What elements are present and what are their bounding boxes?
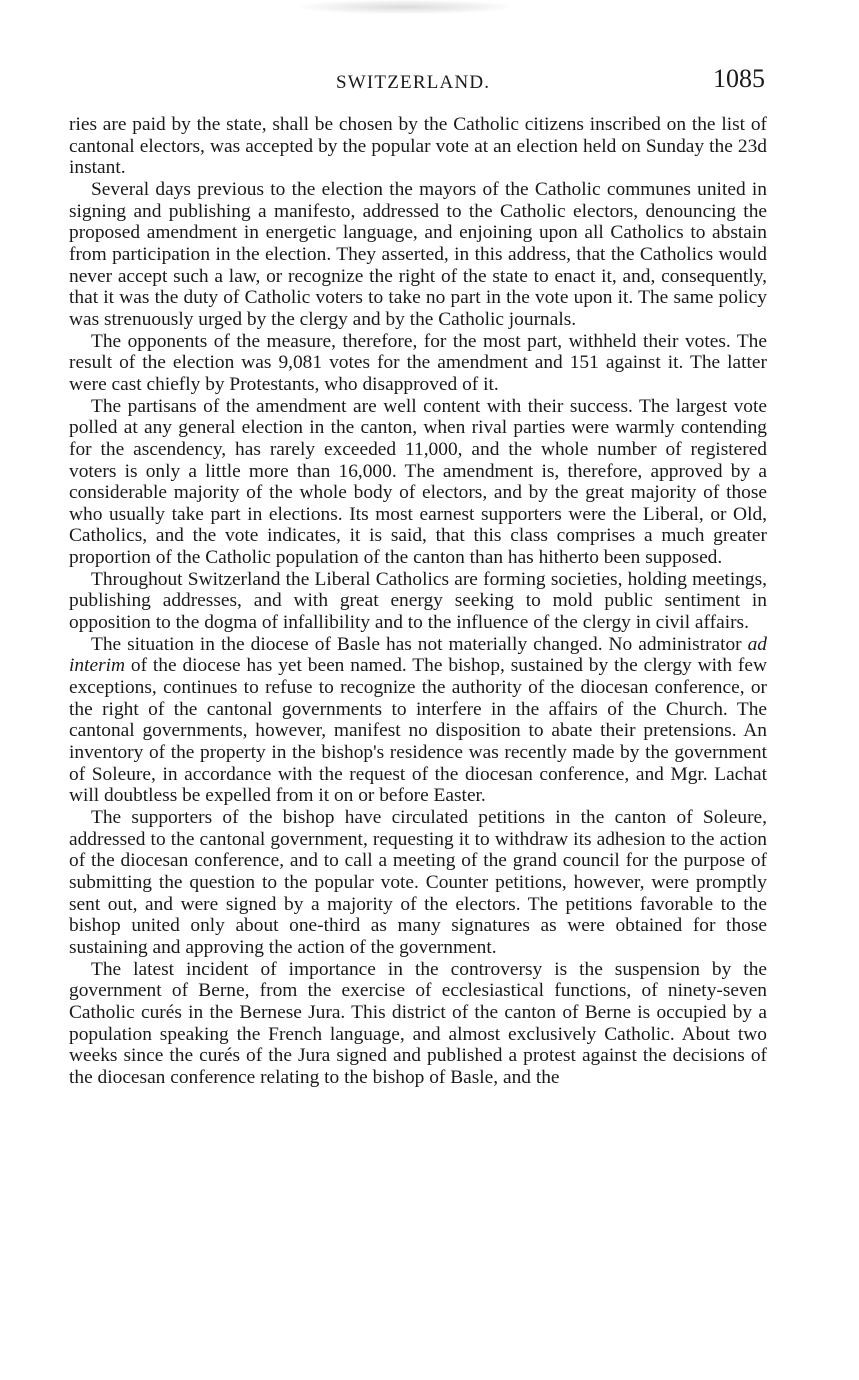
paragraph-text-segment: of the diocese has yet been named. The bishop, sustained by the clergy with few exceptions, continues to refuse to recognize the authority of the diocesan conference, or the right of the cantonal governments to interfere in the affairs of the Church. The cantonal governments, however, manifest no disposition to abate their pretensions. An inventory of the property in the bishop's residence was recently made by the government of Soleure, in accordance with the request of the diocesan conference, and Mgr. Lachat will doubtless be expelled from it on or before Easter. [69, 655, 767, 807]
italic-phrase: ad interim [69, 633, 767, 677]
paragraph-election-result: The opponents of the measure, therefore, for the most part, withheld their votes. The result of the election was 9,081 votes for the amendment and 151 against it. The latter were cast chiefly by Protestants, who disapproved of it. [69, 330, 767, 395]
scan-artifact [300, 0, 510, 14]
page-header [68, 64, 765, 100]
paragraph-manifesto: Several days previous to the election the mayors of the Catholic communes united in signing and publishing a manifesto, addressed to the Catholic electors, denouncing the proposed amendment in energetic language, and enjoining upon all Catholics to abstain from participation in the election. They asserted, in this address, that the Catholics would never accept such a law, or recognize the right of the state to enact it, and, consequently, that it was the duty of Catholic voters to take no part in the vote upon it. The same policy was strenuously urged by the clergy and by the Catholic journals. [69, 178, 767, 330]
paragraph-partisans: The partisans of the amendment are well content with their success. The largest vote polled at any general election in the canton, when rival parties were warmly contending for the ascendency, has rarely exceeded 11,000, and the whole number of registered voters is only a little more than 16,000. The amendment is, therefore, approved by a considerable majority of the whole body of electors, and by the great majority of those who usually take part in elections. Its most earnest supporters were the Liberal, or Old, Catholics, and the vote indicates, it is said, that this class comprises a much greater proportion of the Catholic population of the canton than has hitherto been supposed. [69, 395, 767, 569]
page-number: 1085 [713, 64, 765, 93]
running-head: SWITZERLAND. [336, 72, 491, 93]
paragraph-text-segment: The situation in the diocese of Basle has not materially changed. No administrator [91, 633, 748, 655]
body-text [69, 114, 767, 1089]
paragraph-liberal-catholics: Throughout Switzerland the Liberal Catholics are forming societies, holding meetings, publishing addresses, and with great energy seeking to mold public sentiment in opposition to the dogma of infallibility and to the influence of the clergy in civil affairs. [69, 568, 767, 634]
paragraph-continuation: ries are paid by the state, shall be chosen by the Catholic citizens inscribed on the list of cantonal electors, was accepted by the popular vote at an election held on Sunday the 23d instant. [69, 114, 767, 179]
paragraph-suspension: The latest incident of importance in the controversy is the suspension by the government of Berne, from the exercise of ecclesiastical functions, of ninety-seven Catholic curés in the Bernese Jura. This district of the canton of Berne is occupied by a population speaking the French language, and almost exclusively Catholic. About two weeks since the curés of the Jura signed and published a protest against the decisions of the diocesan conference relating to the bishop of Basle, and the [69, 958, 767, 1088]
paragraph-diocese-basle [69, 634, 767, 807]
paragraph-petitions: The supporters of the bishop have circulated petitions in the canton of Soleure, addressed to the cantonal government, requesting it to withdraw its adhesion to the action of the diocesan conference, and to call a meeting of the grand council for the purpose of submitting the question to the popular vote. Counter petitions, however, were promptly sent out, and were signed by a majority of the electors. The petitions favorable to the bishop united only about one-third as many signatures as were obtained for those sustaining and approving the action of the government. [69, 807, 767, 958]
